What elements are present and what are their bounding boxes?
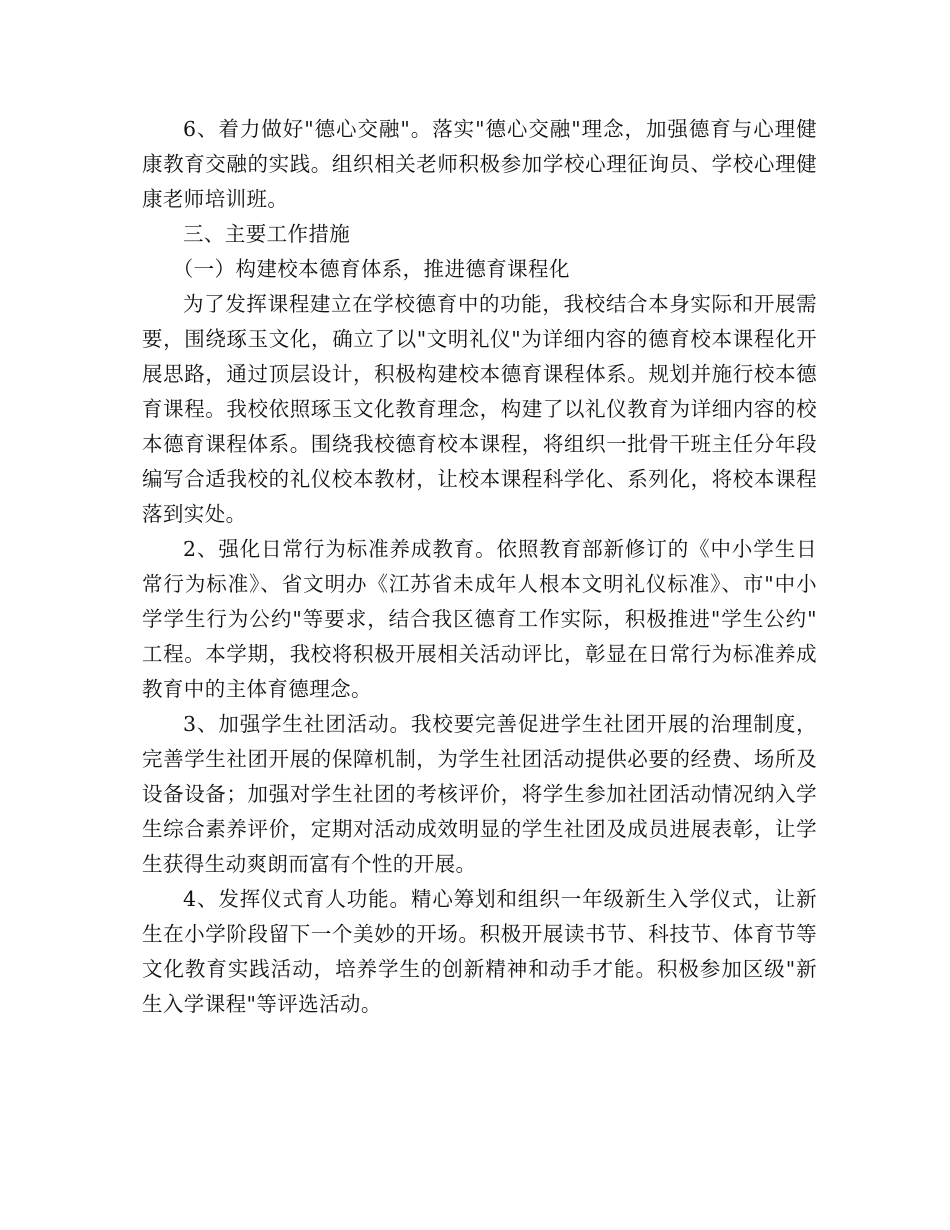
paragraph-item-3-student-clubs: 3、加强学生社团活动。我校要完善促进学生社团开展的治理制度，完善学生社团开展的保障机制，为学生社团活动提供必要的经费、场所及设备设备；加强对学生社团的考核评价，将学生参加社团活动情况纳入学生综合素养评价，定期对活动成效明显的学生社团及成员进展表彰，让学生获得生动爽朗而富有个性的开展。 — [142, 712, 817, 876]
paragraph-item-4-ceremony: 4、发挥仪式育人功能。精心筹划和组织一年级新生入学仪式，让新生在小学阶段留下一个美妙的开场。积极开展读书节、科技节、体育节等文化教育实践活动，培养学生的创新精神和动手才能。积极参加区级"新生入学课程"等评选活动。 — [142, 887, 817, 1016]
section-heading-3: 三、主要工作措施 — [183, 222, 351, 246]
paragraph-item-2-daily-behavior: 2、强化日常行为标准养成教育。依照教育部新修订的《中小学生日常行为标准》、省文明办《江苏省未成年人根本文明礼仪标准》、市"中小学学生行为公约"等要求，结合我区德育工作实际，积极推进"学生公约"工程。本学期，我校将积极开展相关活动评比，彰显在日常行为标准养成教育中的主体育德理念。 — [142, 537, 817, 701]
document-body — [142, 112, 817, 1022]
paragraph-item-6-de-xin-jiao-rong: 6、着力做好"德心交融"。落实"德心交融"理念，加强德育与心理健康教育交融的实践。组织相关老师积极参加学校心理征询员、学校心理健康老师培训班。 — [142, 117, 817, 211]
paragraph-school-curriculum: 为了发挥课程建立在学校德育中的功能，我校结合本身实际和开展需要，围绕琢玉文化，确立了以"文明礼仪"为详细内容的德育校本课程化开展思路，通过顶层设计，积极构建校本德育课程体系。规划并施行校本德育课程。我校依照琢玉文化教育理念，构建了以礼仪教育为详细内容的校本德育课程体系。围绕我校德育校本课程，将组织一批骨干班主任分年段编写合适我校的礼仪校本教材，让校本课程科学化、系列化，将校本课程落到实处。 — [142, 292, 817, 526]
subsection-heading-1: （一）构建校本德育体系，推进德育课程化 — [172, 257, 570, 281]
